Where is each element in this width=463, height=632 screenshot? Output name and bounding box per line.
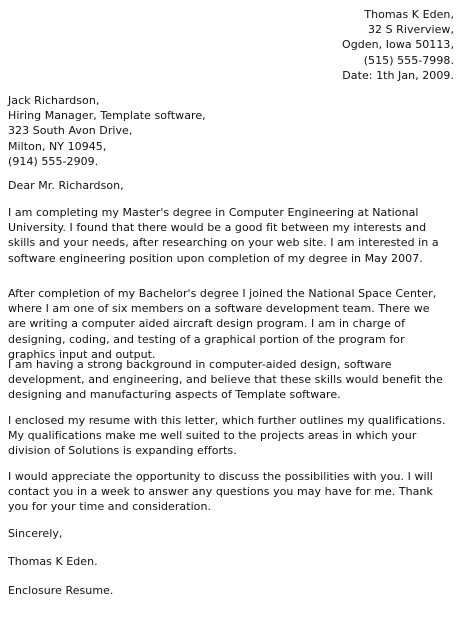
paragraph-line: where I am one of six members on a software development team. There we bbox=[8, 302, 430, 316]
closing: Sincerely, bbox=[8, 527, 63, 540]
recipient-street: 323 South Avon Drive, bbox=[8, 124, 133, 138]
sender-address-block bbox=[342, 7, 454, 83]
body-paragraph-4 bbox=[8, 413, 458, 459]
sender-name: Thomas K Eden, bbox=[364, 8, 454, 21]
paragraph-line: development, and engineering, and believe that these skills would benefit the bbox=[8, 373, 443, 387]
body-paragraph-1 bbox=[8, 205, 458, 266]
recipient-name: Jack Richardson, bbox=[8, 94, 100, 107]
paragraph-line: graphics input and output. bbox=[8, 347, 156, 361]
paragraph-line: University. I found that there would be a good fit between my interests and bbox=[8, 221, 427, 235]
paragraph-line: division of Solutions is expanding efforts. bbox=[8, 444, 237, 458]
paragraph-line: I am having a strong background in computer-aided design, software bbox=[8, 358, 392, 371]
enclosure-note: Enclosure Resume. bbox=[8, 584, 114, 597]
sender-phone: (515) 555-7998. bbox=[363, 53, 454, 67]
paragraph-line: I would appreciate the opportunity to discuss the possibilities with you. I will bbox=[8, 470, 433, 483]
salutation: Dear Mr. Richardson, bbox=[8, 179, 124, 192]
paragraph-line: you for your time and consideration. bbox=[8, 500, 212, 514]
sender-city: Ogden, Iowa 50113, bbox=[342, 38, 454, 52]
paragraph-line: After completion of my Bachelor's degree I joined the National Space Center, bbox=[8, 287, 437, 300]
paragraph-line: designing and manufacturing aspects of Template software. bbox=[8, 388, 341, 402]
paragraph-line: I am completing my Master's degree in Computer Engineering at National bbox=[8, 206, 419, 219]
body-paragraph-5 bbox=[8, 469, 458, 515]
paragraph-line: software engineering position upon completion of my degree in May 2007. bbox=[8, 251, 423, 265]
body-paragraph-3 bbox=[8, 357, 458, 403]
paragraph-line: I enclosed my resume with this letter, which further outlines my qualifications. bbox=[8, 414, 446, 427]
paragraph-line: My qualifications make me well suited to the projects areas in which your bbox=[8, 429, 417, 443]
recipient-city: Milton, NY 10945, bbox=[8, 139, 107, 153]
sender-street: 32 S Riverview, bbox=[367, 23, 454, 37]
paragraph-line: are writing a computer aided aircraft design program. I am in charge of bbox=[8, 317, 406, 331]
recipient-title: Hiring Manager, Template software, bbox=[8, 109, 206, 123]
paragraph-line: skills and your needs, after researching on your web site. I am interested in a bbox=[8, 236, 439, 250]
body-paragraph-2 bbox=[8, 286, 458, 362]
recipient-phone: (914) 555-2909. bbox=[8, 154, 99, 168]
letter-date: Date: 1th Jan, 2009. bbox=[342, 68, 454, 82]
paragraph-line: contact you in a week to answer any questions you may have for me. Thank bbox=[8, 485, 433, 499]
recipient-address-block bbox=[8, 93, 206, 169]
signer-name: Thomas K Eden. bbox=[8, 555, 98, 568]
paragraph-line: designing, coding, and testing of a graphical portion of the program for bbox=[8, 332, 405, 346]
